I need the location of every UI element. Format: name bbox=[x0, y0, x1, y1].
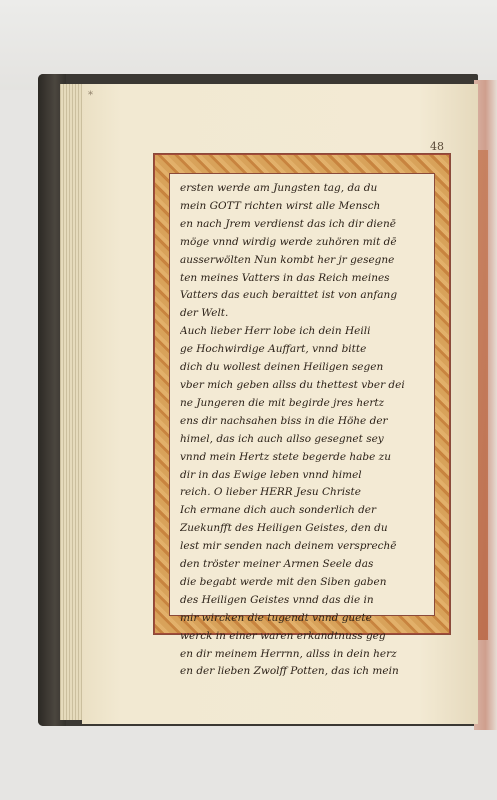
text-line: ersten werde am Jungsten tag, da du bbox=[180, 182, 378, 194]
text-line: en der lieben Zwolff Potten, das ich mein bbox=[180, 665, 399, 678]
text-block bbox=[180, 180, 430, 678]
text-line: en dir meinem Herrnn, allss in dein herz bbox=[180, 647, 397, 660]
text-line: mein GOTT richten wirst alle Mensch bbox=[180, 199, 381, 212]
text-line: Auch lieber Herr lobe ich dein Heili bbox=[180, 325, 371, 338]
text-line: Zuekunfft des Heiligen Geistes, den du bbox=[180, 522, 388, 535]
text-line: vnnd mein Hertz stete begerde habe zu bbox=[180, 450, 391, 463]
text-line: ens dir nachsahen biss in die Höhe der bbox=[180, 414, 388, 427]
text-line: die begabt werde mit den Siben gaben bbox=[180, 575, 387, 588]
text-line: himel, das ich auch allso gesegnet sey bbox=[180, 432, 384, 445]
text-line: en nach Jrem verdienst das ich dir dienē bbox=[180, 217, 396, 230]
text-line: lest mir senden nach deinem versprechē bbox=[180, 540, 397, 553]
text-line: werck in einer waren erkandtnuss geg bbox=[180, 629, 386, 642]
text-line: reich. O lieber HERR Jesu Christe bbox=[180, 486, 361, 499]
text-line: ausserwölten Nun kombt her jr gesegne bbox=[180, 253, 395, 266]
text-line: mir wircken die tugendt vnnd guete bbox=[180, 611, 372, 624]
text-line: ten meines Vatters in das Reich meines bbox=[180, 271, 390, 284]
text-line: Ich ermane dich auch sonderlich der bbox=[180, 504, 377, 517]
text-line: dir in das Ewige leben vnnd himel bbox=[180, 468, 362, 481]
text-line: ge Hochwirdige Auffart, vnnd bitte bbox=[180, 343, 367, 356]
text-line: der Welt. bbox=[180, 307, 229, 320]
margin-mark: * bbox=[88, 90, 93, 101]
text-line: ne Jungeren die mit begirde jres hertz bbox=[180, 396, 385, 409]
text-line: des Heiligen Geistes vnnd das die in bbox=[180, 593, 374, 606]
facing-page-border bbox=[478, 150, 488, 640]
text-line: vber mich geben allss du thettest vber dei bbox=[180, 378, 405, 391]
text-line: den tröster meiner Armen Seele das bbox=[180, 558, 374, 571]
text-line: möge vnnd wirdig werde zuhören mit dē bbox=[180, 235, 397, 248]
text-line: Vatters das euch beraittet ist von anfang bbox=[180, 289, 398, 302]
page-number: 48 bbox=[430, 140, 444, 153]
page-edges bbox=[60, 84, 84, 720]
text-line: dich du wollest deinen Heiligen segen bbox=[180, 361, 384, 374]
